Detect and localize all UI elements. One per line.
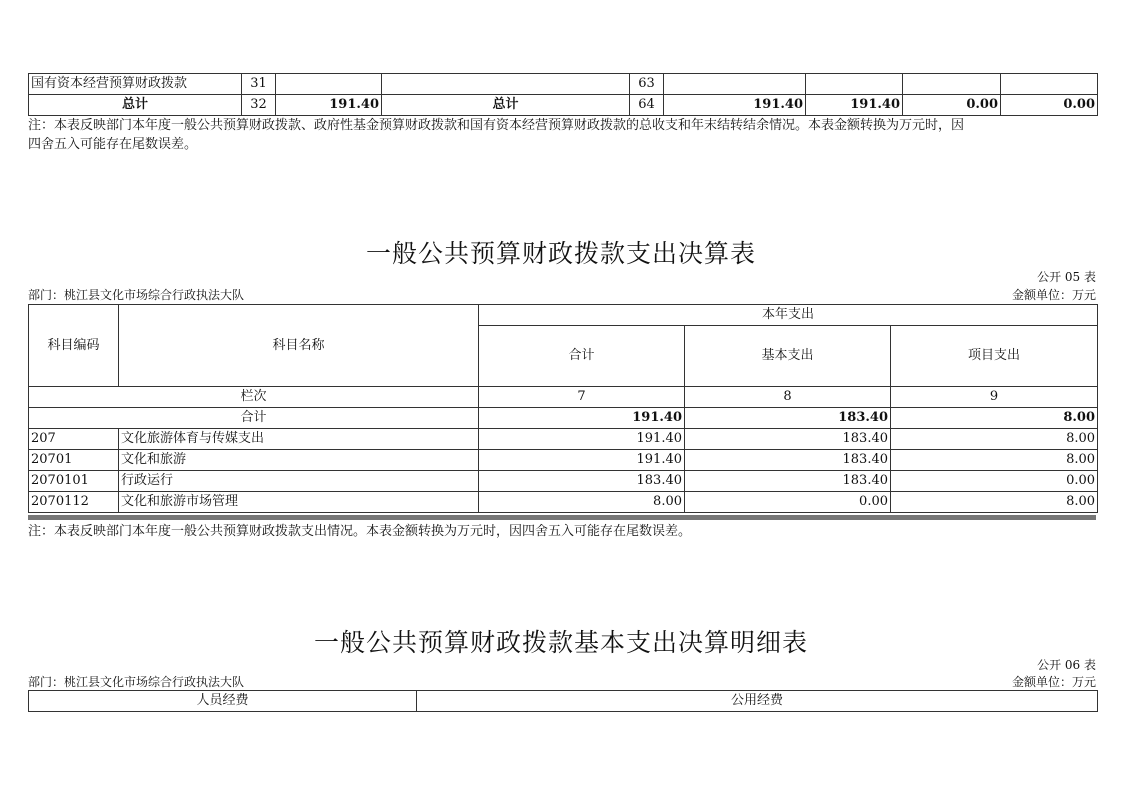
project-amount: 8.00 bbox=[891, 429, 1098, 450]
header-subject-name: 科目名称 bbox=[119, 305, 479, 387]
total-amount: 8.00 bbox=[479, 492, 685, 513]
project-amount: 8.00 bbox=[891, 492, 1098, 513]
table-row bbox=[29, 429, 1098, 450]
basic-amount: 0.00 bbox=[685, 492, 891, 513]
basic-amount: 183.40 bbox=[685, 471, 891, 492]
total-row bbox=[29, 408, 1098, 429]
header-personnel-expenses: 人员经费 bbox=[29, 691, 417, 712]
header-public-expenses: 公用经费 bbox=[417, 691, 1098, 712]
income-expense-summary-table-tail bbox=[28, 73, 1098, 116]
total-label: 合计 bbox=[29, 408, 479, 429]
header-current-year-expenditure: 本年支出 bbox=[479, 305, 1098, 326]
amount-cell: 191.40 bbox=[664, 95, 806, 116]
general-budget-expenditure-table bbox=[28, 304, 1098, 513]
column-number: 7 bbox=[479, 387, 685, 408]
row-number: 32 bbox=[242, 95, 276, 116]
project-amount: 8.00 bbox=[891, 408, 1098, 429]
header-total: 合计 bbox=[479, 326, 685, 387]
subject-name: 文化和旅游市场管理 bbox=[119, 492, 479, 513]
amount-cell: 191.40 bbox=[276, 95, 382, 116]
row-number: 63 bbox=[630, 74, 664, 95]
table-note: 四舍五入可能存在尾数误差。 bbox=[28, 137, 198, 152]
amount-cell bbox=[664, 74, 806, 95]
table-row bbox=[29, 95, 1098, 116]
header-basic-expenditure: 基本支出 bbox=[685, 326, 891, 387]
unit-label: 金额单位：万元 bbox=[1011, 675, 1096, 689]
table-note: 注：本表反映部门本年度一般公共预算财政拨款支出情况。本表金额转换为万元时，因四舍五入可能存在尾数误差。 bbox=[28, 524, 692, 539]
table-note: 注：本表反映部门本年度一般公共预算财政拨款、政府性基金预算财政拨款和国有资本经营预算财政拨款的总收支和年末结转结余情况。本表金额转换为万元时，因 bbox=[28, 118, 965, 133]
subject-code: 207 bbox=[29, 429, 119, 450]
column-number: 9 bbox=[891, 387, 1098, 408]
amount-cell: 0.00 bbox=[903, 95, 1001, 116]
subject-code: 2070112 bbox=[29, 492, 119, 513]
header-project-expenditure: 项目支出 bbox=[891, 326, 1098, 387]
subject-name: 行政运行 bbox=[119, 471, 479, 492]
table-code: 公开 06 表 bbox=[1037, 658, 1096, 672]
unit-label: 金额单位：万元 bbox=[1011, 288, 1096, 302]
table-row bbox=[29, 492, 1098, 513]
basic-expenditure-detail-table bbox=[28, 690, 1098, 712]
amount-cell bbox=[1001, 74, 1098, 95]
basic-amount: 183.40 bbox=[685, 450, 891, 471]
column-number: 8 bbox=[685, 387, 891, 408]
subject-code: 20701 bbox=[29, 450, 119, 471]
row-number: 64 bbox=[630, 95, 664, 116]
amount-cell bbox=[903, 74, 1001, 95]
subject-name: 文化旅游体育与传媒支出 bbox=[119, 429, 479, 450]
basic-amount: 183.40 bbox=[685, 429, 891, 450]
row-number: 31 bbox=[242, 74, 276, 95]
page-title: 一般公共预算财政拨款基本支出决算明细表 bbox=[313, 628, 808, 657]
amount-cell bbox=[276, 74, 382, 95]
total-amount: 183.40 bbox=[479, 471, 685, 492]
amount-cell bbox=[806, 74, 903, 95]
column-number-label: 栏次 bbox=[29, 387, 479, 408]
total-amount: 191.40 bbox=[479, 408, 685, 429]
project-amount: 0.00 bbox=[891, 471, 1098, 492]
table-row bbox=[29, 471, 1098, 492]
total-amount: 191.40 bbox=[479, 450, 685, 471]
total-amount: 191.40 bbox=[479, 429, 685, 450]
department-label: 部门：桃江县文化市场综合行政执法大队 bbox=[28, 675, 245, 689]
column-number-row bbox=[29, 387, 1098, 408]
table-row bbox=[29, 450, 1098, 471]
header-subject-code: 科目编码 bbox=[29, 305, 119, 387]
basic-amount: 183.40 bbox=[685, 408, 891, 429]
subject-name: 文化和旅游 bbox=[119, 450, 479, 471]
amount-cell: 0.00 bbox=[1001, 95, 1098, 116]
grand-total-label: 总计 bbox=[382, 95, 630, 116]
row-label bbox=[382, 74, 630, 95]
subject-code: 2070101 bbox=[29, 471, 119, 492]
table-row bbox=[29, 74, 1098, 95]
department-label: 部门：桃江县文化市场综合行政执法大队 bbox=[28, 288, 245, 302]
amount-cell: 191.40 bbox=[806, 95, 903, 116]
row-label: 国有资本经营预算财政拨款 bbox=[29, 74, 242, 95]
grand-total-label: 总计 bbox=[29, 95, 242, 116]
table-code: 公开 05 表 bbox=[1037, 270, 1096, 284]
page-title: 一般公共预算财政拨款支出决算表 bbox=[365, 239, 756, 268]
project-amount: 8.00 bbox=[891, 450, 1098, 471]
table-bottom-border bbox=[28, 515, 1096, 520]
